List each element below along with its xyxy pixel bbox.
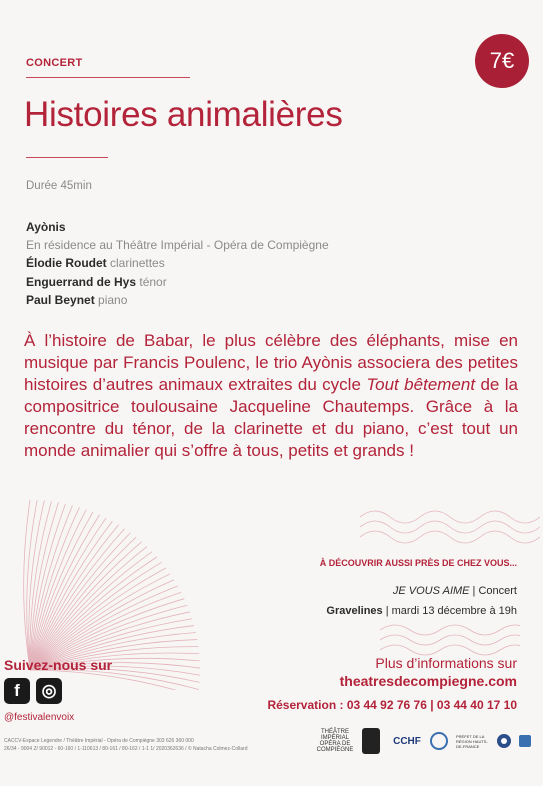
duration-text: Durée 45min [26,180,92,192]
shield-icon [362,728,380,754]
event-date-line [326,605,517,617]
description-part-1: À l’histoire de Babar, le plus célèbre des éléphants, mise en musique par Francis Poulenc, le trio Ayònis associera des petites histoires d’autres animaux extraites du cycle [24,331,518,394]
wave-pattern-decoration-2 [380,620,520,660]
credit-line [26,218,329,236]
partner-logo-icon [494,728,514,754]
fine-print-line-2: 26/34 - 9004 Z/ 90012 - 60-160 / 1-110613 / 80-161 / 80-162 / 1-1 1/ 2020362636 / © Natacha Colmez-Collard [4,746,248,752]
credit-role: ténor [139,274,167,289]
credit-line [26,273,329,291]
theatre-imperial-logo-text: THÉÂTRE IMPÉRIAL OPÉRA DE COMPIÈGNE [316,729,354,753]
theatre-imperial-logo [312,728,358,754]
cchf-logo [390,728,424,754]
fine-print-line-1: CACCV-Espace Legendre / Théâtre Impérial - Opéra de Compiègne 303 626 360 000 [4,738,194,744]
event-date: | mardi 13 décembre à 19h [382,605,517,617]
category-rule [26,77,190,78]
price-badge: 7€ [475,34,529,88]
follow-us-label: Suivez-nous sur [4,657,113,673]
credit-role: clarinettes [110,256,165,271]
partner-logo-icon-2 [516,728,534,754]
crest-icon [517,733,533,749]
prefet-logo-text: PRÉFET DE LA RÉGION HAUTS-DE-FRANCE [456,733,488,749]
credit-name: Élodie Roudet [26,256,107,271]
credit-role: En résidence au Théâtre Impérial - Opéra de Compiègne [26,238,329,253]
discover-heading: À DÉCOUVRIR AUSSI PRÈS DE CHEZ VOUS... [319,558,517,568]
event-city: Gravelines [326,605,383,617]
emblem-icon [495,732,513,750]
wave-pattern-decoration [360,505,540,555]
instagram-icon[interactable]: ◎ [36,678,62,704]
title-rule [26,157,108,158]
social-handle[interactable]: @festivalenvoix [4,712,75,723]
description-paragraph [24,330,518,462]
category-label: CONCERT [26,57,83,69]
description-part-2: de la compositrice toulousaine Jacqueline Chautemps. Grâce à la rencontre du ténor, de la clarinette et du piano, c’est tout un monde animalier qui s’offre à tous, petits et grands ! [24,375,519,460]
credit-line [26,254,329,272]
credit-line [26,236,329,254]
reservation-phones: Réservation : 03 44 92 76 76 | 03 44 40 17 10 [267,698,517,712]
event-title: JE VOUS AIME [392,585,470,597]
credit-name: Enguerrand de Hys [26,274,137,289]
credit-name: Ayònis [26,220,66,234]
facebook-icon[interactable]: f [4,678,30,704]
event-title-line [393,585,517,597]
event-type: | Concert [469,585,517,597]
description-italic-title: Tout bêtement [366,375,476,394]
page-title: Histoires animalières [24,95,343,134]
credits-list [26,218,329,309]
website-link[interactable]: theatresdecompiegne.com [339,673,517,689]
star-icon [429,731,449,751]
more-info-label: Plus d’informations sur [375,655,517,671]
regional-logo-icon [428,728,450,754]
credit-line [26,291,329,309]
cchf-logo-text: CCHF [393,735,421,747]
prefet-logo [456,728,490,754]
credit-role: piano [98,292,128,307]
credit-name: Paul Beynet [26,292,95,307]
